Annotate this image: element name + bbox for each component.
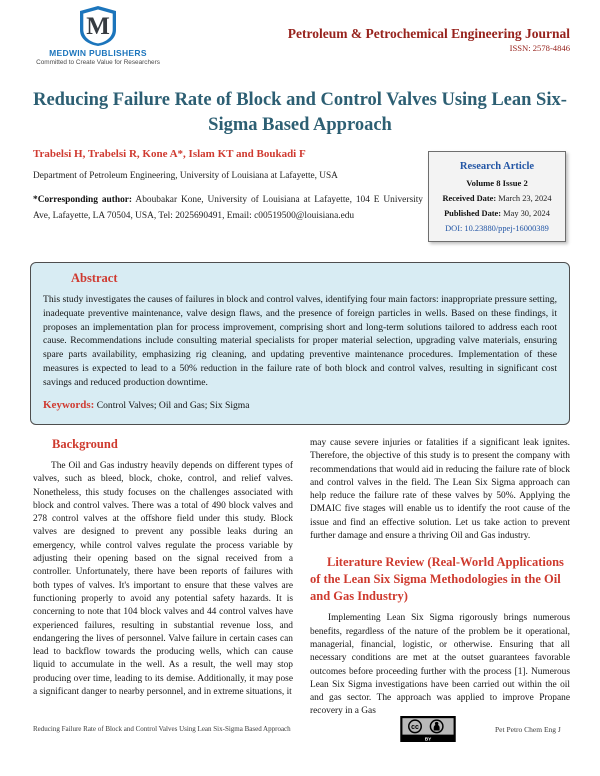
footer-journal-abbrev: Pet Petro Chem Eng J: [495, 725, 561, 734]
article-affiliation: Department of Petroleum Engineering, University of Louisiana at Lafayette, USA: [33, 171, 338, 181]
logo-letter: M: [86, 13, 110, 40]
received-date-value: March 23, 2024: [498, 194, 552, 203]
abstract-box: [30, 262, 570, 425]
keywords-label: Keywords:: [43, 398, 95, 411]
published-date: [433, 209, 561, 218]
publisher-block: [28, 6, 168, 66]
cc-icon: cc: [411, 724, 419, 731]
published-date-value: May 30, 2024: [503, 209, 550, 218]
abstract-heading: Abstract: [71, 271, 118, 285]
publisher-tagline: Committed to Create Value for Researchers: [36, 59, 160, 66]
received-date: [433, 194, 561, 203]
cc-by-badge[interactable]: [400, 716, 456, 742]
section-heading-literature-review: Literature Review (Real-World Applications of the Lean Six Sigma Methodologies in the Oil and Gas Industry): [310, 555, 564, 604]
footer-running-title: Reducing Failure Rate of Block and Control Valves Using Lean Six-Sigma Based Approach: [33, 725, 291, 733]
article-type: Research Article: [459, 161, 535, 172]
doi-link[interactable]: DOI: 10.23880/ppej-16000389: [445, 224, 549, 233]
received-date-label: Received Date:: [442, 194, 497, 203]
corresponding-author: [33, 193, 423, 224]
article-authors: Trabelsi H, Trabelsi R, Kone A*, Islam KT and Boukadi F: [33, 148, 306, 160]
by-label: BY: [424, 737, 432, 742]
corresponding-author-text: Aboubakar Kone, University of Louisiana at Lafayette, 104 E University Ave, Lafayette, LA 70504, USA, Tel: 2025690491, Email: c00519500@louisiana.edu: [33, 195, 423, 221]
keywords-text: Control Valves; Oil and Gas; Six Sigma: [94, 399, 250, 411]
keywords-line: [43, 399, 557, 411]
article-title: Reducing Failure Rate of Block and Control Valves Using Lean Six-Sigma Based Approach: [33, 90, 567, 135]
published-date-label: Published Date:: [444, 209, 502, 218]
abstract-text: This study investigates the causes of failures in block and control valves, identifying four main factors: inappropriate pressure setting, inadequate preventive maintenance, valve design flaws, and the presence of foreign particles in wells. Based on these findings, it proposes an implementation plan for process improvement, comprising short and long-term solutions tailored to address each root cause. Recommendations include consulting material specialists for proper material selection, upgrading valve materials, ensuring spare parts availability, emphasizing rig cleaning, and updating preventive maintenance procedures. Implementation of these measures is expected to lead to a 50% reduction in the failure rate of both block and control valves, resulting in significant cost savings and reduced production downtime.: [43, 294, 557, 388]
article-body: [33, 437, 570, 719]
medwin-shield-logo: [80, 6, 116, 46]
literature-review-paragraph: Implementing Lean Six Sigma rigorously brings numerous benefits, regardless of the nature of the problem be it operational, managerial, financial, logistic, or otherwise. Ensuring that all necessary conditions are met at the outset guarantees favorable outcomes before proceeding further with the process [1]. Numerous Lean Six Sigma investigations have been carried out within the oil and gas sector. The approach was applied to improve Propane recovery in a Gas: [310, 613, 570, 717]
volume-issue: Volume 8 Issue 2: [466, 178, 528, 188]
background-paragraph: The Oil and Gas industry heavily depends on different types of valves, such as bleed, block, choke, control, and relief valves. Nonetheless, this study focuses on the challenges associated with block and control valves. There was a total of 490 block valves and 278 control valves at the offshore field under this study. Block valves are designed to prevent any possible leaks during an emergency, while control valves regulate the process variable by adjusting their opening based on the signal received from a controller. Unfortunately, there have been reports of failures with both types of valves. It's important to ensure that these valves are functioning properly to avoid any potential safety hazards. It is concerning to note that 104 block valves and 44 control valves have experienced failures, resulting in substantial revenue loss, and endangering the lives of personnel. Valve failure in certain cases can lead to backflow towards the producing wells, which can cause liquid to accumulate in the well. As a result, the well may stop producing over time, leading to its demise. Additionally, it may pose a significant danger to nearby personnel, and in extreme situations, it: [33, 461, 293, 698]
journal-title: Petroleum & Petrochemical Engineering Journal: [287, 26, 570, 41]
journal-issn: ISSN: 2578-4846: [509, 43, 570, 53]
right-column: [310, 437, 570, 719]
journal-header: [288, 26, 570, 53]
article-info-box: [428, 151, 566, 242]
section-heading-background: Background: [52, 437, 118, 451]
publisher-name: MEDWIN PUBLISHERS: [49, 48, 147, 58]
background-paragraph-continued: may cause severe injuries or fatalities if a significant leak ignites. Therefore, the objective of this study is to present the company with recommendations that would aid in reducing the failure rate of block and control valves in the field. The Lean Six Sigma approach can help reduce the failure rate of these valves by 50%. Applying the DMAIC five stages will enable us to identify the root cause of the issue and find an effective solution. Let us take action to prevent further damage and ensure a thriving Oil and Gas industry.: [310, 438, 570, 542]
corresponding-author-label: *Corresponding author:: [33, 195, 133, 205]
left-column: [33, 437, 293, 719]
